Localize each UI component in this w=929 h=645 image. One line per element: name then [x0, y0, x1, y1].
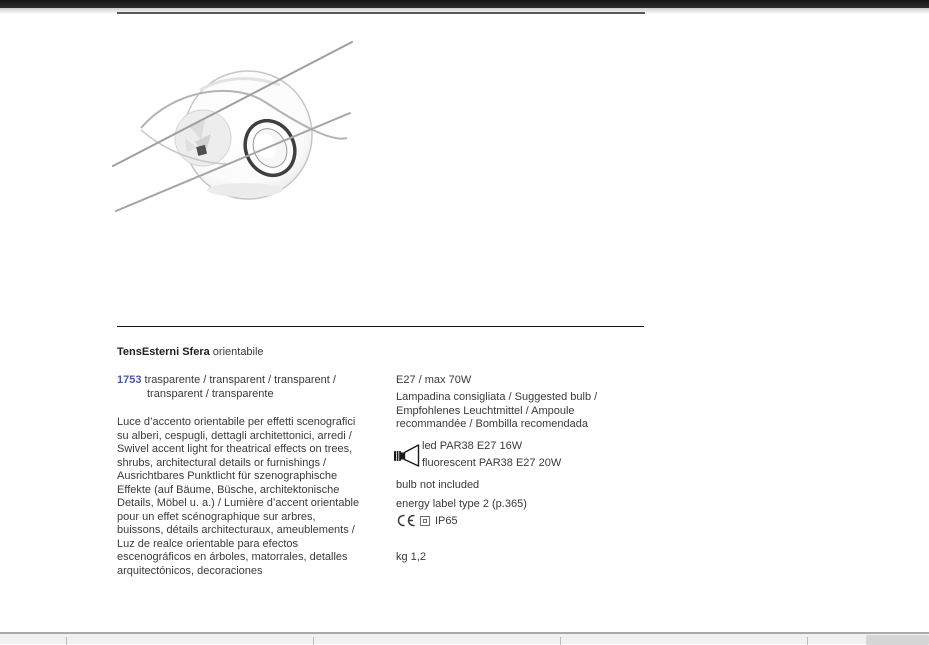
description-line: shrubs, architectural details or furnishings / [117, 456, 327, 469]
viewer-bottom-pagebar [0, 632, 929, 644]
par-spotlight-bulb-icon [393, 443, 421, 468]
section-divider-rule [117, 326, 644, 327]
page-top-rule [117, 12, 645, 14]
suggested-bulb-line: recommandée / Bombilla recomendada [396, 418, 588, 430]
description-line: Effekte (auf Bäume, Büsche, architektonische [117, 483, 340, 496]
ip-rating: IP65 [435, 514, 458, 527]
description-line: buissons, détails architecturaux, ameublements / [117, 524, 355, 536]
product-code-row [117, 374, 336, 401]
description-line: Luz de realce orientable para efectos [117, 537, 299, 550]
description-line: Details, Möbel u. a.) / Lumière d’accent orientable [117, 497, 360, 509]
product-description [117, 416, 359, 578]
suggested-bulb-text [396, 391, 597, 432]
description-line: pour un effet scénographique sur arbres, [117, 510, 316, 523]
description-line: Luce d’accento orientabile per effetti scenografici [117, 416, 356, 428]
viewer-top-bar [0, 0, 929, 8]
product-title [117, 346, 264, 360]
description-line: arquitectónicos, decoraciones [117, 564, 263, 577]
bulb-fluorescent: fluorescent PAR38 E27 20W [422, 457, 562, 469]
certification-row [396, 514, 458, 527]
description-line: Ausrichtbares Punktlicht für szenographische [117, 470, 338, 482]
description-line: escenográficos en árboles, matorrales, detalles [117, 551, 348, 563]
energy-label: energy label type 2 (p.365) [396, 498, 527, 510]
product-weight: kg 1,2 [396, 551, 426, 563]
description-line: Swivel accent light for theatrical effects on trees, [117, 443, 353, 455]
product-photo [105, 30, 385, 215]
class-ii-double-insulation-icon [420, 516, 430, 526]
bulb-note: bulb not included [396, 479, 480, 491]
product-code: 1753 [117, 374, 142, 386]
bulb-led: led PAR38 E27 16W [422, 440, 523, 452]
product-name-variant: orientabile [212, 346, 264, 358]
finish-line-2: transparent / transparente [147, 387, 274, 400]
suggested-bulb-line: Empfohlenes Leuchtmittel / Ampoule [396, 404, 575, 417]
suggested-bulb-line: Lampadina consigliata / Suggested bulb / [396, 391, 598, 403]
socket-wattage: E27 / max 70W [396, 374, 472, 386]
product-name: TensEsterni Sfera [117, 346, 210, 358]
ce-mark-icon [396, 514, 415, 527]
description-line: su alberi, cespugli, dettagli architettonici, arredi / [117, 429, 352, 442]
finish-line-1: trasparente / transparent / transparent / [144, 374, 336, 386]
